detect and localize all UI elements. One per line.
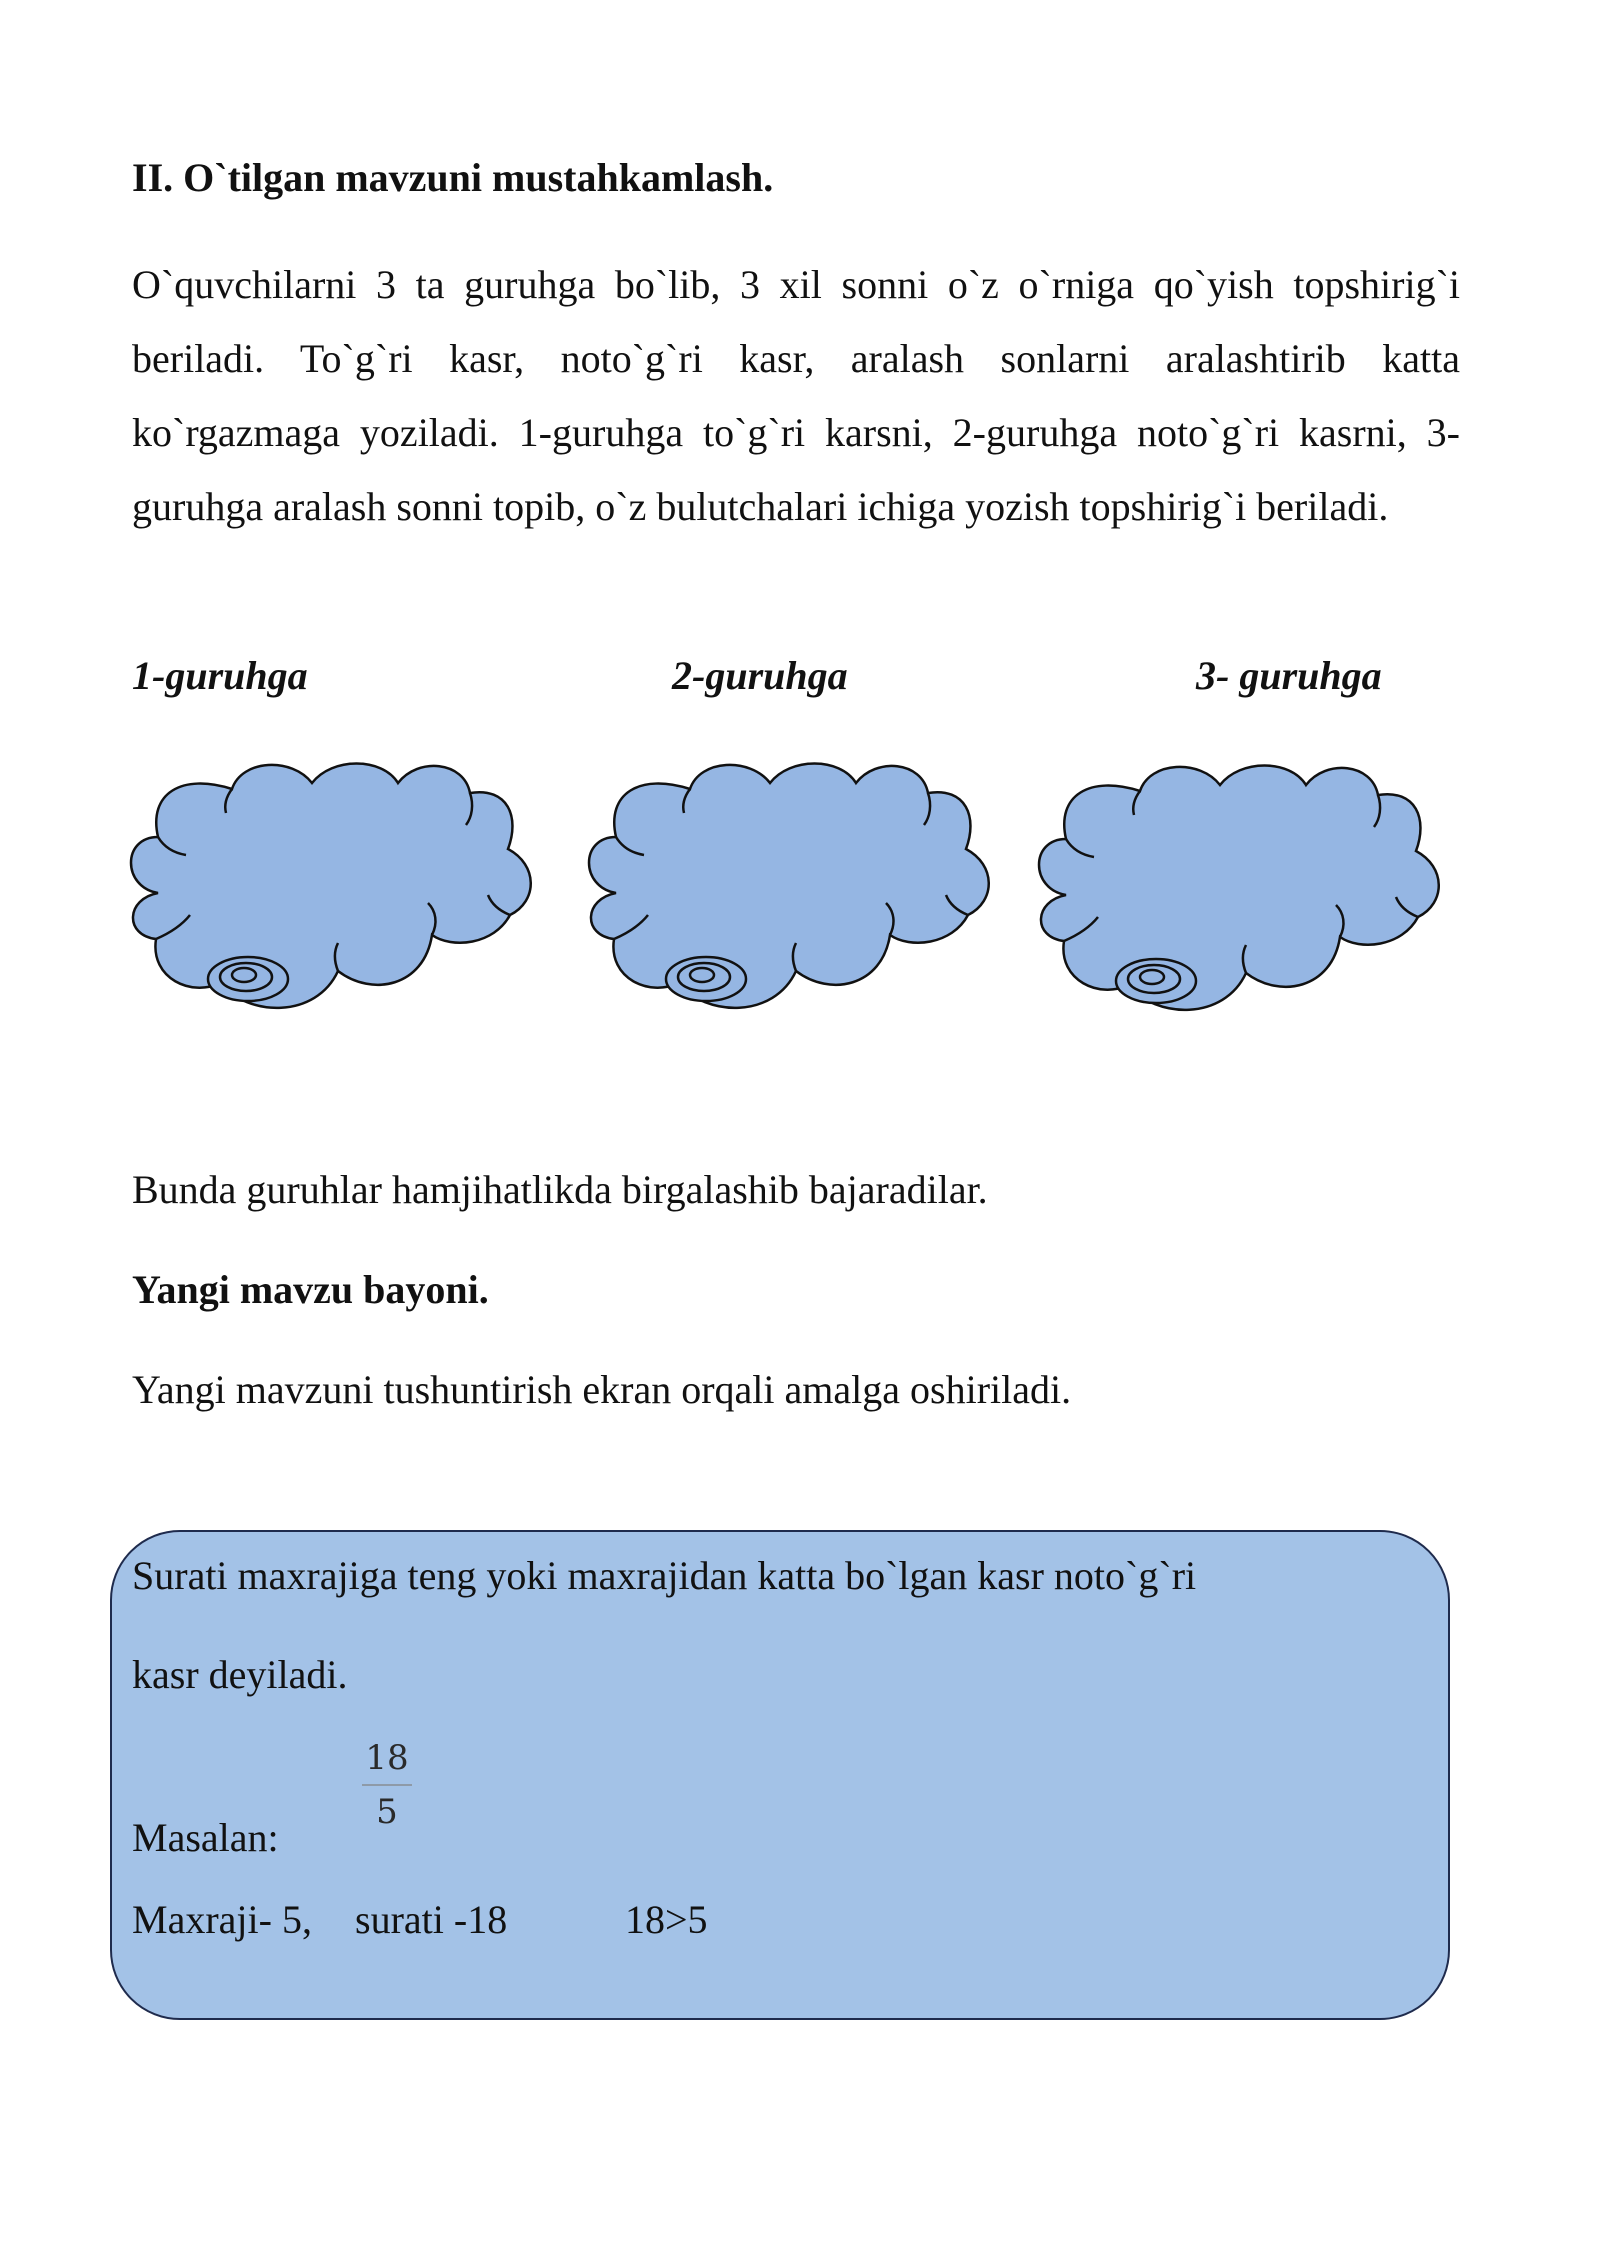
numerator-text: surati -18 bbox=[355, 1897, 508, 1942]
cloud-group-2 bbox=[589, 764, 989, 1008]
comparison-text: 18>5 bbox=[625, 1897, 708, 1942]
definition-line-2: kasr deyiladi. bbox=[132, 1652, 348, 1697]
fraction-18-over-5 bbox=[362, 1738, 412, 1832]
definition-line-1: Surati maxrajiga teng yoki maxrajidan katta bo`lgan kasr noto`g`ri bbox=[132, 1553, 1197, 1598]
clouds-row bbox=[110, 755, 1490, 1055]
example-label: Masalan: bbox=[132, 1815, 279, 1860]
new-topic-heading: Yangi mavzu bayoni. bbox=[132, 1267, 489, 1312]
new-topic-text: Yangi mavzuni tushuntirish ekran orqali amalga oshiriladi. bbox=[132, 1367, 1072, 1412]
group-1-label: 1-guruhga bbox=[132, 653, 308, 698]
fraction-denominator: 5 bbox=[376, 1792, 398, 1832]
group-3-label: 3- guruhga bbox=[1196, 653, 1382, 698]
definition-box bbox=[110, 1530, 1450, 2020]
instruction-paragraph: O`quvchilarni 3 ta guruhga bo`lib, 3 xil sonni o`z o`rniga qo`yish topshirig`i beriladi. To`g`ri kasr, noto`g`ri kasr, aralash sonlarni aralashtirib katta ko`rgazmaga yoziladi. 1-guruhga to`g`ri karsni, 2-guruhga noto`g`ri kasrni, 3- guruhga aralash sonni topib, o`z bulutchalari ichiga yozish topshirig`i beriladi. bbox=[132, 262, 1460, 529]
section-heading: II. O`tilgan mavzuni mustahkamlash. bbox=[132, 155, 774, 200]
cloud-group-3 bbox=[1039, 766, 1439, 1010]
fraction-numerator: 18 bbox=[362, 1738, 412, 1786]
cloud-group-1 bbox=[131, 764, 531, 1008]
note-text: Bunda guruhlar hamjihatlikda birgalashib bajaradilar. bbox=[132, 1167, 988, 1212]
denominator-text: Maxraji- 5, bbox=[132, 1897, 312, 1942]
group-2-label: 2-guruhga bbox=[672, 653, 848, 698]
